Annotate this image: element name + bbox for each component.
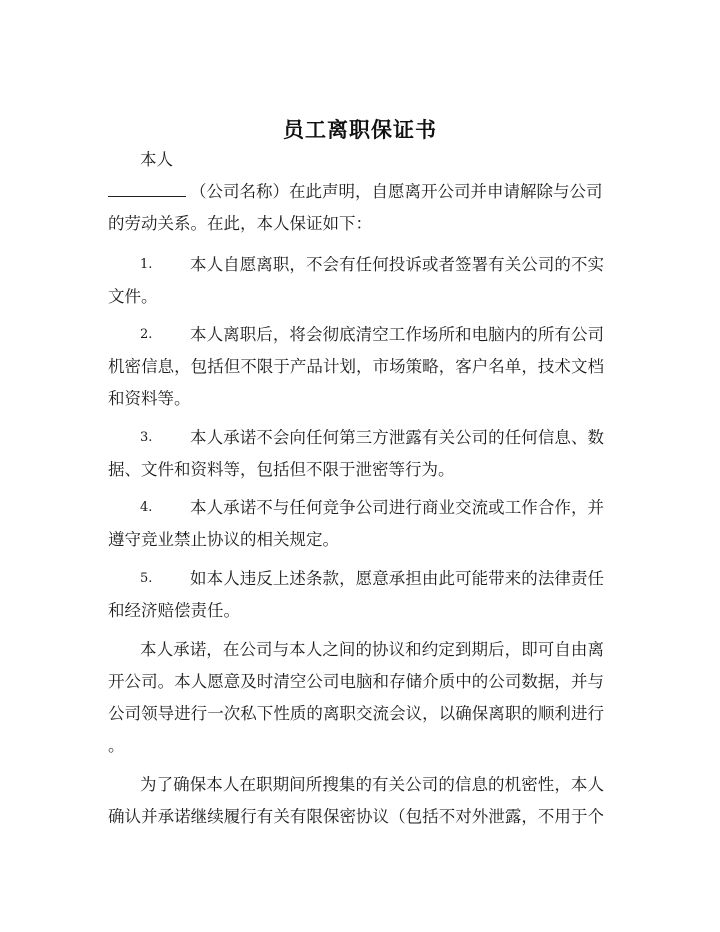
paragraph-1-line-2: 开公司。本人愿意及时清空公司电脑和存储介质中的公司数据，并与 (108, 672, 604, 691)
intro-line-1 (108, 182, 603, 202)
item-5-line-2: 和经济赔偿责任。 (108, 601, 240, 620)
item-5-number: 5. (140, 571, 153, 586)
item-4-line-1: 本人承诺不与任何竞争公司进行商业交流或工作合作，并 (190, 498, 604, 517)
item-1-line-2: 文件。 (108, 287, 158, 306)
item-3-line-1: 本人承诺不会向任何第三方泄露有关公司的任何信息、数 (190, 428, 604, 447)
item-2-line-2: 机密信息，包括但不限于产品计划，市场策略，客户名单，技术文档 (108, 357, 604, 376)
item-2-line-1: 本人离职后，将会彻底清空工作场所和电脑内的所有公司 (190, 325, 604, 344)
item-4-line-2: 遵守竞业禁止协议的相关规定。 (108, 530, 339, 549)
item-2-line-3: 和资料等。 (108, 389, 191, 408)
item-1-line-1: 本人自愿离职，不会有任何投诉或者签署有关公司的不实 (190, 255, 604, 274)
paragraph-1-line-3: 公司领导进行一次私下性质的离职交流会议，以确保离职的顺利进行 (108, 704, 604, 723)
intro-line-1-text: （公司名称）在此声明，自愿离开公司并申请解除与公司 (190, 182, 603, 201)
company-name-blank (108, 182, 186, 197)
intro-line-2: 的劳动关系。在此，本人保证如下： (108, 214, 372, 233)
paragraph-1-line-4: 。 (108, 736, 125, 755)
salutation: 本人 (140, 150, 173, 169)
item-1-number: 1. (140, 257, 153, 272)
paragraph-2-line-2: 确认并承诺继续履行有关有限保密协议（包括不对外泄露，不用于个 (108, 807, 604, 826)
item-4-number: 4. (140, 500, 153, 515)
paragraph-1-line-1: 本人承诺，在公司与本人之间的协议和约定到期后，即可自由离 (140, 640, 604, 659)
item-3-number: 3. (140, 430, 153, 445)
item-5-line-1: 如本人违反上述条款，愿意承担由此可能带来的法律责任 (190, 569, 604, 588)
item-2-number: 2. (140, 327, 153, 342)
document-title: 员工离职保证书 (283, 117, 437, 142)
item-3-line-2: 据、文件和资料等，包括但不限于泄密等行为。 (108, 460, 455, 479)
paragraph-2-line-1: 为了确保本人在职期间所搜集的有关公司的信息的机密性，本人 (140, 775, 604, 794)
